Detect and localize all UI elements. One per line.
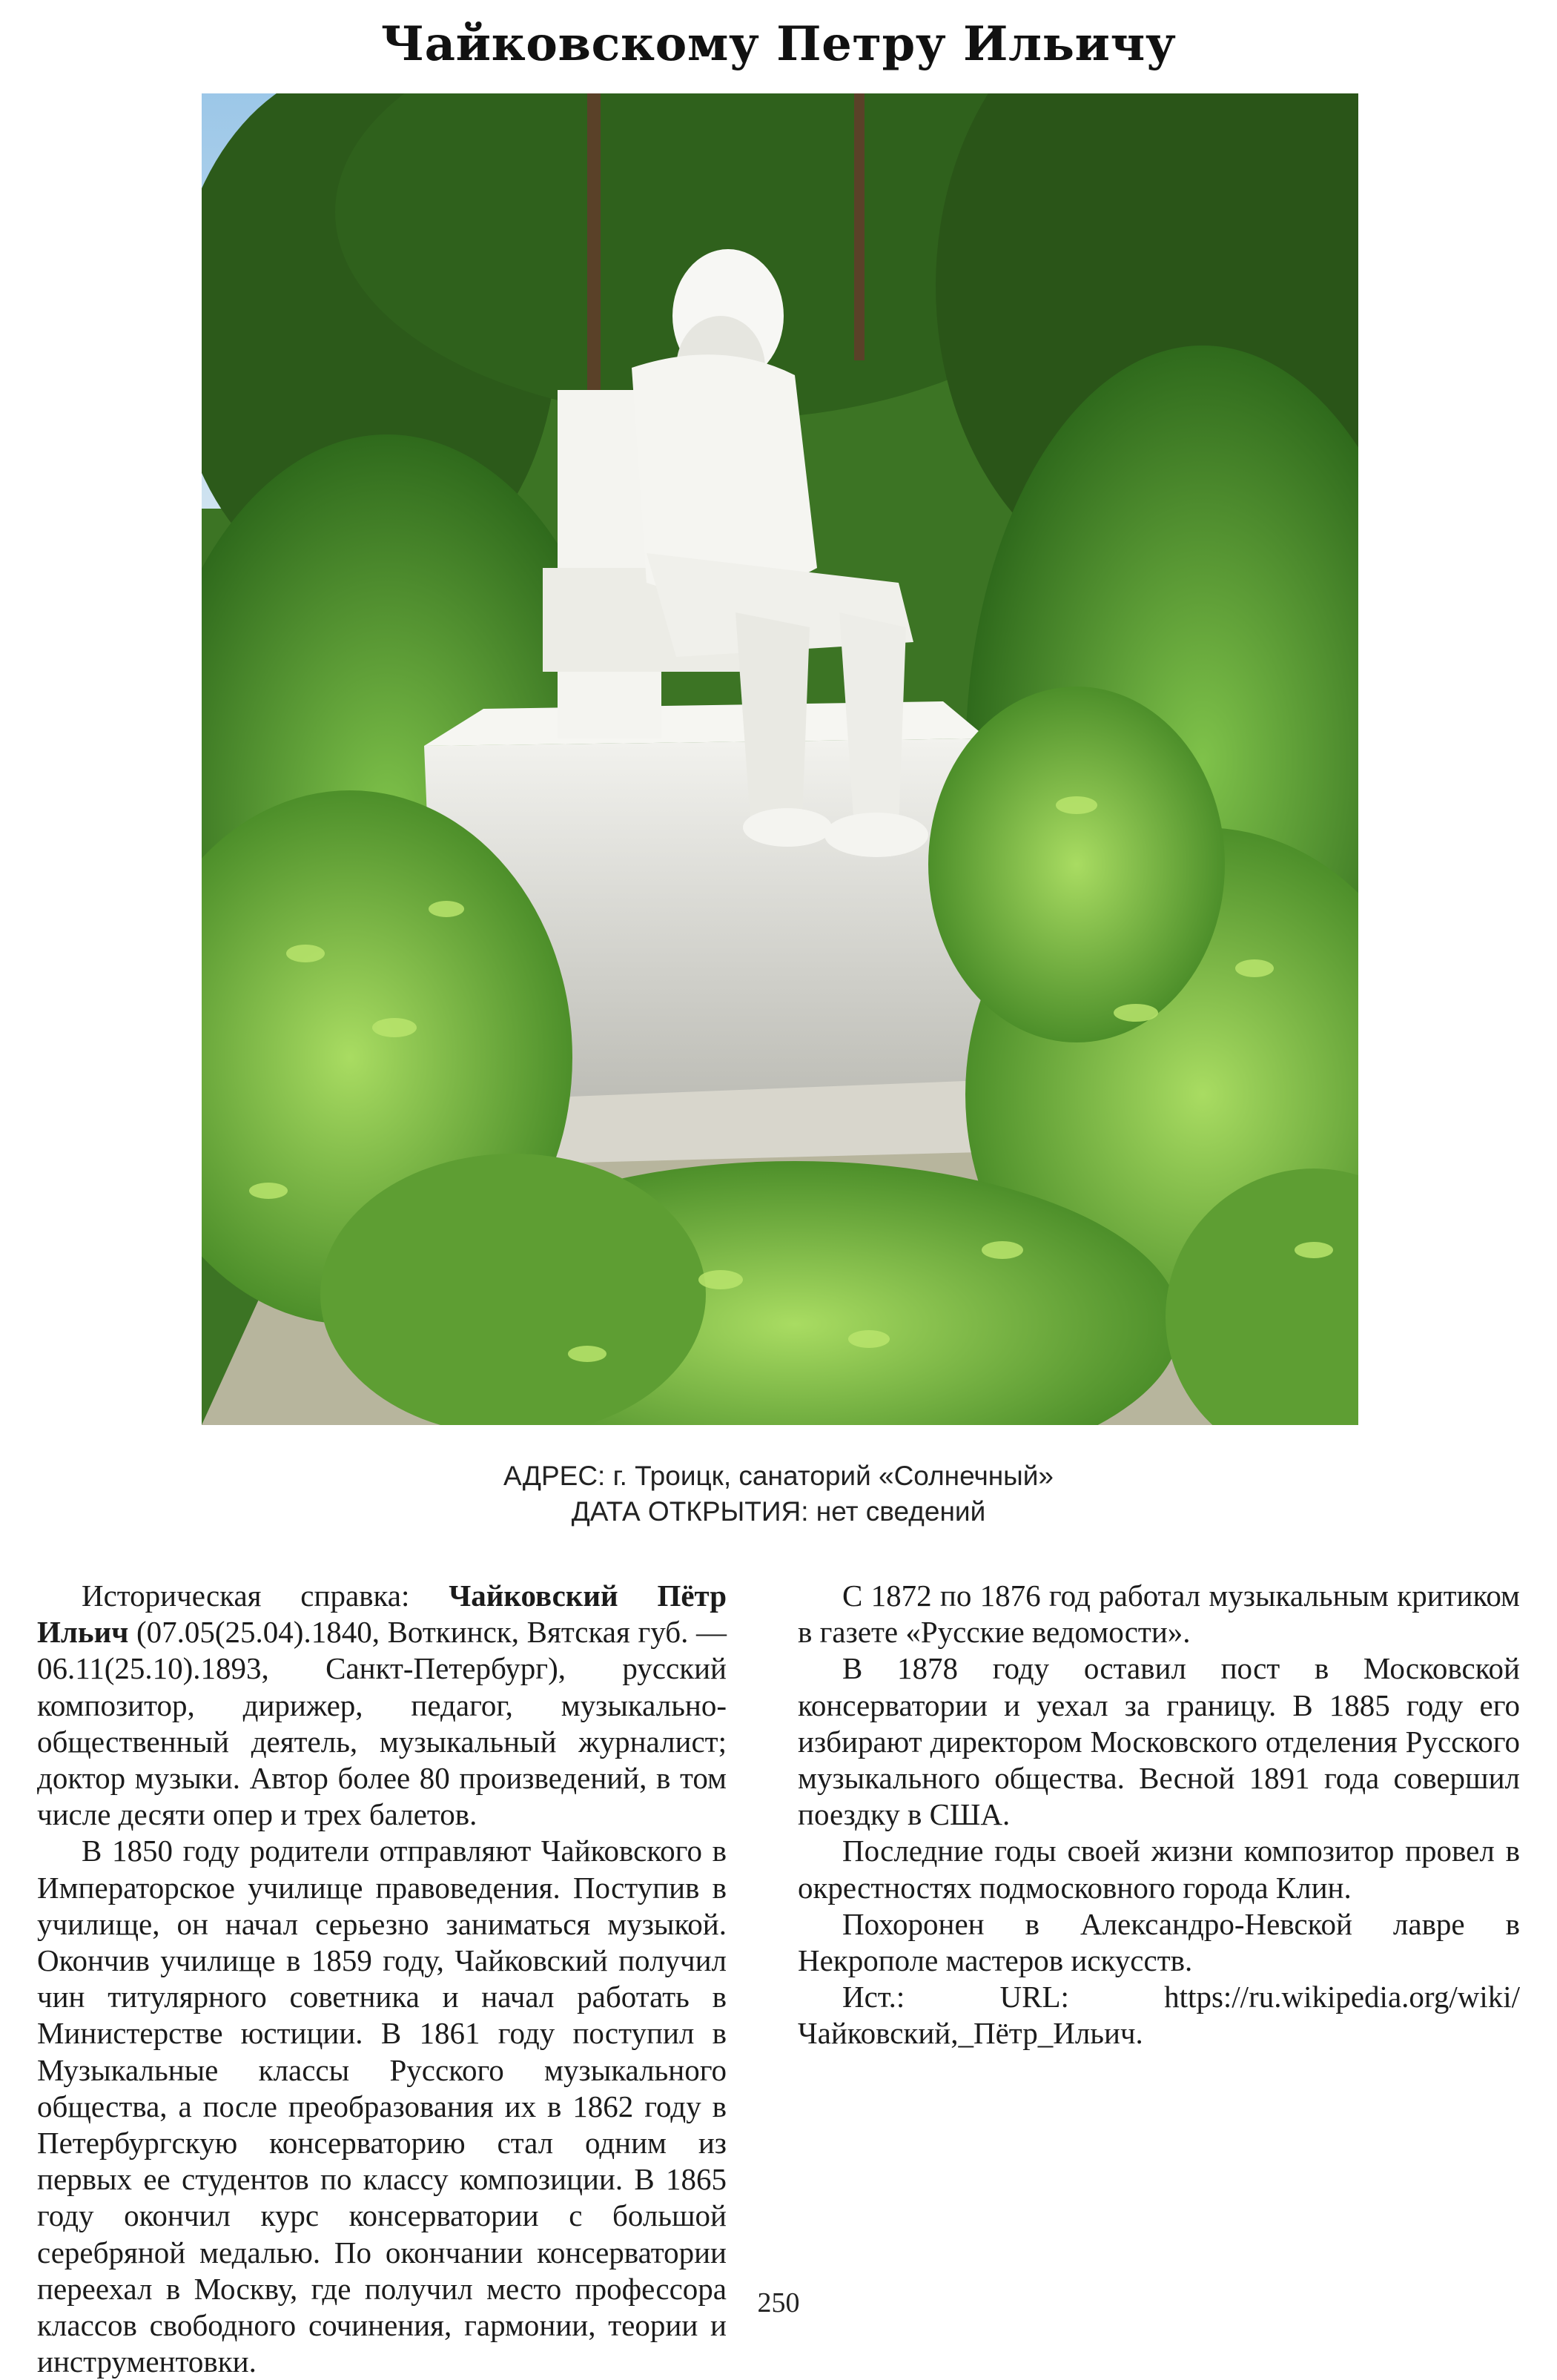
paragraph-critic: С 1872 по 1876 год работал музыкальным критиком в газете «Русские ведомости». xyxy=(798,1579,1520,1650)
date-label: ДАТА ОТКРЫТИЯ: xyxy=(571,1496,809,1527)
date-caption xyxy=(0,1496,1557,1527)
text-column-left xyxy=(37,1578,727,2380)
date-value: нет сведений xyxy=(816,1496,986,1527)
intro-rest: (07.05(25.04).1840, Воткинск, Вятская губ. — 06.11(25.10).1893, Санкт-Петербург), русский композитор, дирижер, педагог, музыкально-общественный деятель, музыкальный журналист; доктор музыки. Автор более 80 произведений, в том числе десяти опер и трех балетов. xyxy=(37,1615,727,1832)
paragraph-education: В 1850 году родители отправляют Чайковского в Императорское училище правоведения. Поступив в училище, он начал серьезно заниматься музыкой. Окончив училище в 1859 году, Чайковский получил чин титулярного советника и начал работать в Министерстве юстиции. В 1861 году поступил в Музыкальные классы Русского музыкального общества, а после преобразования их в 1862 году в Петербургскую консерваторию стал одним из первых ее студентов по классу композиции. В 1865 году окончил курс консерватории с большой серебряной медалью. По окончании консерватории переехал в Москву, где получил место профессора классов свободного сочинения, гармонии, теории и инструментовки. xyxy=(37,1834,727,2379)
paragraph-intro xyxy=(37,1578,727,1833)
monument-photo-illustration xyxy=(202,93,1358,1425)
paragraph-klin: Последние годы своей жизни композитор провел в окрестностях подмосковного города Клин. xyxy=(798,1834,1520,1905)
address-caption xyxy=(0,1461,1557,1492)
page-title: Чайковскому Петру Ильичу xyxy=(380,16,1177,72)
paragraph-source: Ист.: URL: https://ru.wikipedia.org/wiki/Чайковский,_Пётр_Ильич. xyxy=(798,1980,1520,2051)
address-label: АДРЕС: xyxy=(503,1461,606,1491)
text-column-right xyxy=(798,1578,1520,2052)
intro-lead: Историческая справка: xyxy=(82,1579,449,1613)
paragraph-abroad: В 1878 году оставил пост в Московской консерватории и уехал за границу. В 1885 году его избирают директором Московского отделения Русского музыкального общества. Весной 1891 года совершил поездку в США. xyxy=(798,1651,1520,1832)
composer-name: Чайковский Пётр Ильич xyxy=(37,1579,727,1650)
address-value: г. Троицк, санаторий «Солнечный» xyxy=(612,1461,1054,1491)
monument-photo xyxy=(202,93,1358,1425)
page-number: 250 xyxy=(757,2287,800,2318)
paragraph-burial: Похоронен в Александро-Невской лавре в Некрополе мастеров искусств. xyxy=(798,1906,1520,1978)
